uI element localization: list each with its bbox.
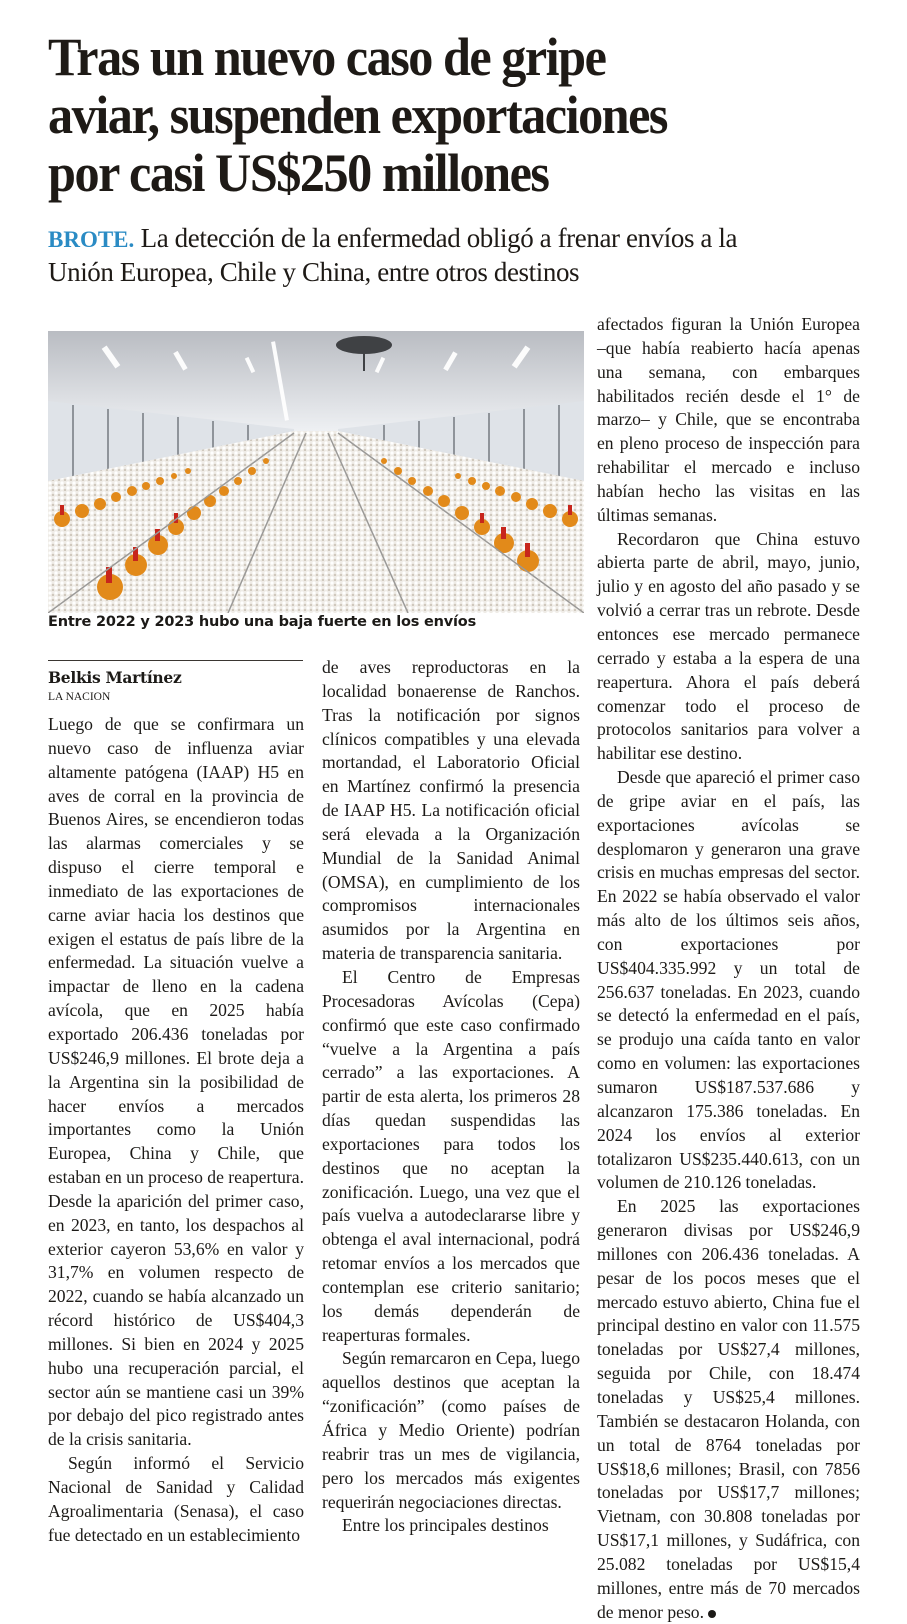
paragraph: Desde que apareció el primer caso de gripe aviar en el país, las exportaciones avícolas se desplomaron y generaron una grave crisis en muchas empresas del sector. En 2022 se había observado el valor más alto de los últimos seis años, con exportaciones por US$404.335.992 y un total de 256.637 toneladas. En 2023, cuando se detectó la enfermedad en el país, se produjo una caída tanto en valor como en volumen: las exportaciones sumaron US$187.537.686 y alcanzaron 175.386 toneladas. En 2024 los envíos al exterior totalizaron US$235.440.613, con un volumen de 210.126 toneladas. xyxy=(597,767,860,1193)
deck-line xyxy=(48,222,878,256)
paragraph-text: En 2025 las exportaciones generaron divisas por US$246,9 millones con 206.436 toneladas. A pesar de los pocos meses que el mercado estuvo abierto, China fue el principal destino en valor con 11.575 toneladas por US$27,4 millones, seguida por Chile, con 18.474 toneladas y US$25,4 millones. También se destacaron Holanda, con un total de 8764 toneladas por US$18,6 millones; Brasil, con 7856 toneladas por US$17,7 millones; Vietnam, con 30.808 toneladas por US$17,1 millones, y Sudáfrica, con 25.082 toneladas por US$15,4 millones, entre más de 70 mercados de menor peso. xyxy=(597,1196,860,1622)
paragraph: El Centro de Empresas Procesadoras Avícolas (Cepa) confirmó que este caso confirmado “vuelve a la Argentina a país cerrado” a las exportaciones. A partir de esta alerta, los primeros 28 días quedan suspendidas las exportaciones para todos los destinos que no aceptan la zonificación. Luego, una vez que el país vuelva a autodeclararse libre y obtenga el aval internacional, podrá retomar envíos a los mercados que contemplan ese criterio sanitario; los demás dependerán de reaperturas formales. xyxy=(322,966,580,1345)
author-name: Belkis Martínez xyxy=(48,668,182,687)
outlet-name: LA NACION xyxy=(48,691,111,703)
article-column-2 xyxy=(322,656,580,1538)
deck-text: La detección de la enfermedad obligó a frenar envíos a la xyxy=(140,223,738,253)
deck-line: Unión Europea, Chile y China, entre otros destinos xyxy=(48,257,580,287)
paragraph: Entre los principales destinos xyxy=(342,1515,549,1536)
paragraph: Luego de que se confirmara un nuevo caso de influenza aviar altamente patógena (IAAP) H5 en aves de corral en la provincia de Buenos Aires, se encendieron todas las alarmas comerciales y se dispuso el cierre temporal e inmediato de las exportaciones de carne aviar hacia los destinos que exigen el estatus de país libre de la enfermedad. La situación vuelve a impactar de lleno en la cadena avícola, que en 2025 había exportado 206.436 toneladas por US$246,9 millones. El brote deja a la Argentina sin la posibilidad de hacer envíos a mercados importantes como la Unión Europea, China y Chile, que estaban en un proceso de reapertura. Desde la aparición del primer caso, en 2023, en tanto, los despachos al exterior cayeron 53,6% en valor y 31,7% en volumen respecto de 2022, cuando se había alcanzado un récord histórico de US$404,3 millones. Si bien en 2024 y 2025 hubo una recuperación parcial, el sector aún se mantiene casi un 39% por debajo del pico registrado antes de la crisis sanitaria. xyxy=(48,714,304,1450)
headline-line: por casi US$250 millones xyxy=(48,143,549,203)
paragraph: Según informó el Servicio Nacional de Sanidad y Calidad Agroalimentaria (Senasa), el caso fue detectado en un establecimiento xyxy=(48,1453,304,1545)
paragraph: Recordaron que China estuvo abierta parte de abril, mayo, junio, julio y en agosto del año pasado y se volvió a cerrar tras un rebrote. Desde entonces ese mercado permanece cerrado y estaba a la espera de una reapertura. Ahora el país deberá comenzar todo el proceso de protocolos sanitarios para volver a habilitar ese destino. xyxy=(597,528,860,764)
article-photo xyxy=(48,331,584,613)
end-of-article-bullet-icon xyxy=(708,1610,716,1618)
article-column-1 xyxy=(48,713,304,1548)
headline-line: Tras un nuevo caso de gripe xyxy=(48,27,606,87)
paragraph: Según remarcaron en Cepa, luego aquellos destinos que aceptan la “zonificación” (como países de África y Medio Oriente) podrían reabrir tras un mes de vigilancia, pero los mercados más exigentes requerirán negociaciones directas. xyxy=(322,1348,580,1512)
headline xyxy=(48,28,811,202)
paragraph-final xyxy=(597,1195,860,1624)
headline-line: aviar, suspenden exportaciones xyxy=(48,85,667,145)
byline-divider xyxy=(48,660,303,661)
article-column-3 xyxy=(597,313,860,1624)
paragraph: afectados figuran la Unión Europea –que había reabierto hacía apenas una semana, con embarques habilitados recién desde el 1° de marzo– y Chile, que se encontraba en pleno proceso de inspección para rehabilitar el mercado e incluso habían hecho las visitas en las últimas semanas. xyxy=(597,314,860,525)
photo-caption: Entre 2022 y 2023 hubo una baja fuerte en los envíos xyxy=(48,614,476,630)
kicker-label: BROTE. xyxy=(48,227,135,252)
paragraph: de aves reproductoras en la localidad bonaerense de Ranchos. Tras la notificación por signos clínicos compatibles y una elevada mortandad, el Laboratorio Oficial en Martínez confirmó la presencia de IAAP H5. La notificación oficial será elevada a la Organización Mundial de la Sanidad Animal (OMSA), en cumplimiento de los compromisos internacionales asumidos por la Argentina en materia de transparencia sanitaria. xyxy=(322,657,580,964)
poultry-barn-image xyxy=(48,331,584,613)
deck-subheadline xyxy=(48,222,878,289)
